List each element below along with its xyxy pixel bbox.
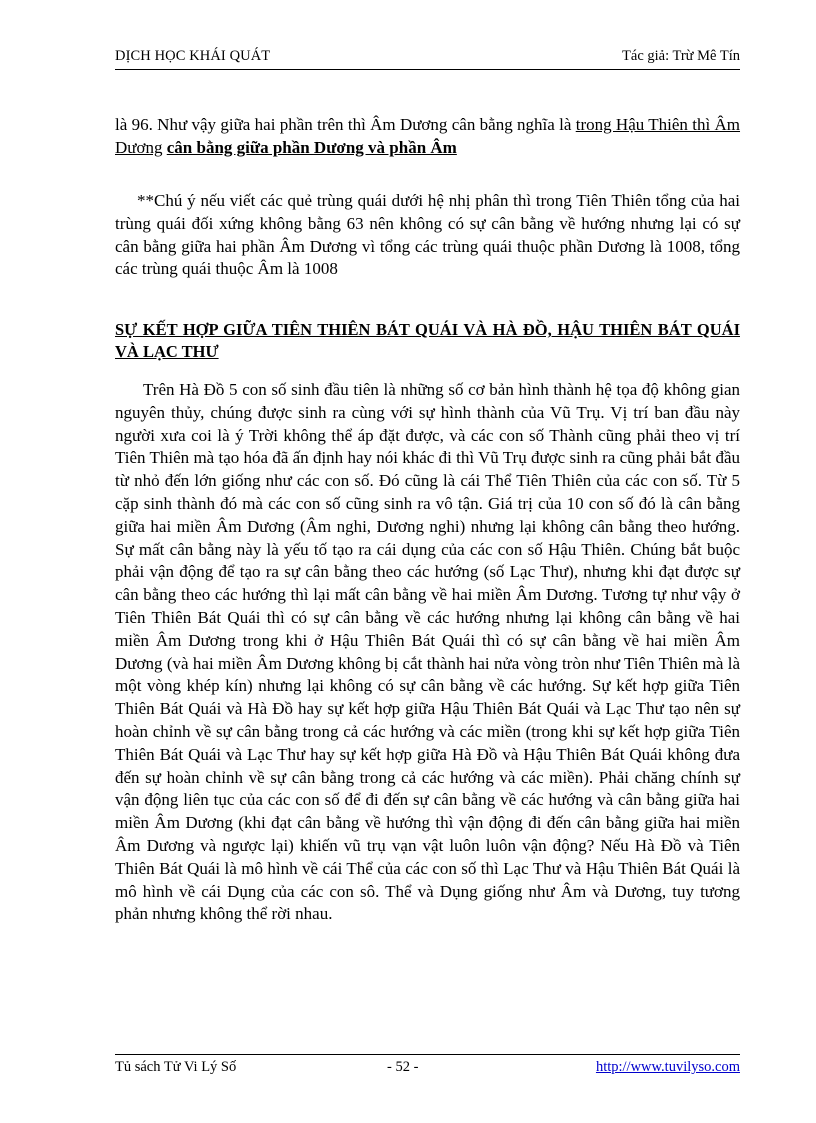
- page-footer: [115, 1054, 740, 1079]
- header-author: Tác giả: Trừ Mê Tín: [622, 48, 740, 64]
- intro-paragraph: [115, 114, 740, 160]
- header-book-title: DỊCH HỌC KHÁI QUÁT: [115, 48, 271, 64]
- page-header: [115, 47, 740, 70]
- footer-library-name: Tủ sách Tử Vi Lý Số: [115, 1059, 237, 1075]
- intro-bold-underlined-text: cân bằng giữa phần Dương và phần Âm: [166, 137, 457, 157]
- note-paragraph: **Chú ý nếu viết các quẻ trùng quái dưới hệ nhị phân thì trong Tiên Thiên tổng của hai trùng quái đối xứng không bằng 63 nên không có sự cân bằng về hướng nhưng lại có sự cân bằng giữa hai phần Âm Dương vì tổng các trùng quái thuộc phần Dương là 1008, tổng các trùng quái thuộc Âm là 1008: [115, 191, 740, 279]
- intro-underlined-text: trong Hậu Thiên thì Âm Dương: [115, 115, 741, 157]
- section-heading: SỰ KẾT HỢP GIỮA TIÊN THIÊN BÁT QUÁI VÀ HÀ ĐỒ, HẬU THIÊN BÁT QUÁI VÀ LẠC THƯ: [115, 320, 740, 361]
- page-number: - 52 -: [387, 1059, 419, 1075]
- main-paragraph: Trên Hà Đồ 5 con số sinh đầu tiên là những số cơ bản hình thành hệ tọa độ không gian nguyên thủy, chúng được sinh ra cùng với sự hình thành của Vũ Trụ. Vị trí ban đầu này người xưa coi là ý Trời không thể áp đặt được, và các con số Thành cũng phải theo vị trí Tiên Thiên mà tạo hóa đã ấn định hay nói khác đi thì Vũ Trụ được sinh ra cũng phải bắt đầu từ nhỏ đến lớn giống như các con số. Đó cũng là cái Thể Tiên Thiên của các con số. Từ 5 cặp sinh thành đó mà các con số cũng sinh ra vô tận. Giá trị của 10 con số đó là cân bằng giữa hai miền Âm Dương (Âm nghi, Dương nghi) nhưng lại không cân bằng theo hướng. Sự mất cân bằng này là yếu tố tạo ra cái dụng của các con số Hậu Thiên. Chúng bắt buộc phải vận động để tạo ra sự cân bằng theo các hướng (số Lạc Thư), nhưng khi đạt được sự cân bằng theo các hướng thì lại mất cân bằng về hai miền Âm Dương. Tương tự như vậy ở Tiên Thiên Bát Quái thì có sự cân bằng về các hướng nhưng lại không cân bằng về hai miền Âm Dương trong khi ở Hậu Thiên Bát Quái thì có sự cân bằng về hai miền Âm Dương (và hai miền Âm Dương không bị cắt thành hai nửa vòng tròn như Tiên Thiên mà là một vòng khép kín) nhưng lại không có sự cân bằng về các hướng. Sự kết hợp giữa Tiên Thiên Bát Quái và Hà Đồ hay sự kết hợp giữa Hậu Thiên Bát Quái và Lạc Thư tạo nên sự hoàn chỉnh về sự cân bằng trong cả các hướng và các miền (trong khi sự kết hợp giữa Tiên Thiên Bát Quái và Lạc Thư hay sự kết hợp giữa Hà Đồ và Hậu Thiên Bát Quái không đưa đến sự hoàn chỉnh về sự cân bằng trong cả các hướng và các miền). Phải chăng chính sự vận động liên tục của các con số để đi đến sự cân bằng về các hướng và cân bằng giữa hai miền Âm Dương (khi đạt cân bằng về hướng thì vận động đi đến cân bằng giữa hai miền Âm Dương và ngược lại) khiến vũ trụ vạn vật luôn luôn vận động? Nếu Hà Đồ và Tiên Thiên Bát Quái là mô hình về cái Thể của các con số thì Lạc Thư và Hậu Thiên Bát Quái là mô hình về cái Dụng của các con sô. Thể và Dụng giống như Âm và Dương, tuy tương phản nhưng không thể rời nhau.: [115, 380, 740, 924]
- footer-website-link[interactable]: http://www.tuvilyso.com: [595, 1059, 740, 1075]
- intro-text: là 96. Như vậy giữa hai phần trên thì Âm Dương cân bằng nghĩa là: [115, 115, 576, 134]
